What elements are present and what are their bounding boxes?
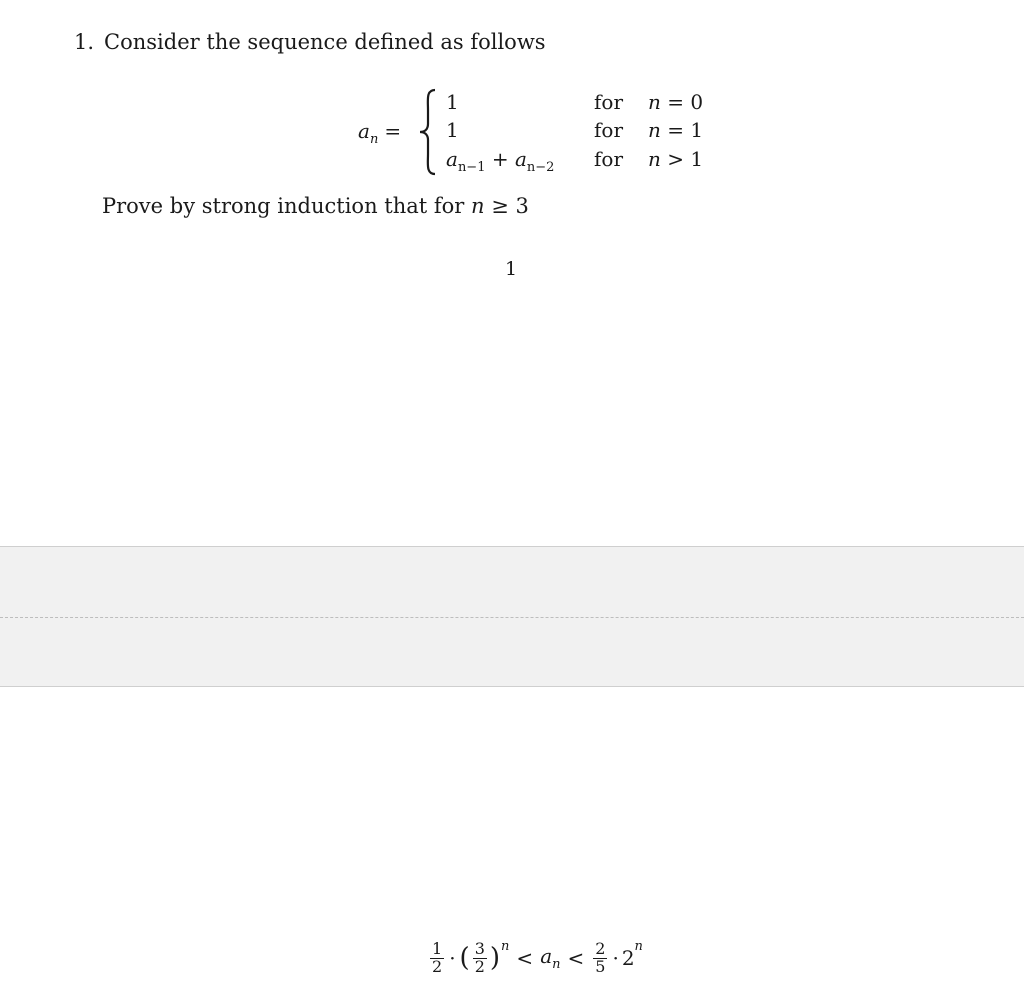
case-1-condition: n = 1 [648,118,704,142]
page-break-divider [0,617,1024,618]
prove-operator: ≥ [491,194,509,218]
prove-text: Prove by strong induction that for [102,194,465,218]
middle-term: $a_n$ [540,944,561,972]
power-base: 2 [621,946,635,970]
exponent-n-2: n [634,938,643,954]
case-2-value: $a_{n-1} + a_{n-2}$ [446,147,555,175]
left-paren: ( [459,943,470,973]
less-than-2: < [567,946,585,970]
prove-variable: n [471,194,485,218]
case-2-for: for [594,147,624,171]
prove-statement [102,194,529,218]
exponent-n: n [501,938,510,954]
problem-statement [74,30,546,54]
case-0-condition: n = 0 [648,90,704,114]
case-1-for: for [594,118,624,142]
case-2-condition: n > 1 [648,147,704,171]
problem-number: 1. [74,30,95,54]
problem-intro: Consider the sequence defined as follows [104,30,546,54]
lhs-equals: = [384,119,402,143]
page-number: 1 [505,258,518,280]
case-0-value: 1 [446,90,459,114]
lhs-variable: a [358,119,370,143]
lhs-subscript: n [369,132,379,147]
multiply-dot: · [449,946,456,970]
page-break-band [0,546,1024,687]
less-than-1: < [516,946,534,970]
multiply-dot-2: · [612,946,619,970]
fraction-three-halves: $\frac{3}{2}$ [474,938,485,976]
right-paren: ) [489,943,501,973]
case-1-value: 1 [446,118,459,142]
definition-lhs [358,119,401,147]
fraction-two-fifths: $\frac{2}{5}$ [595,938,606,976]
piecewise-definition [358,86,718,178]
fraction-one-half: $\frac{1}{2}$ [432,938,443,976]
left-brace-icon [418,88,440,176]
prove-value: 3 [515,194,529,218]
case-0-for: for [594,90,624,114]
inequality-expression [428,930,643,986]
